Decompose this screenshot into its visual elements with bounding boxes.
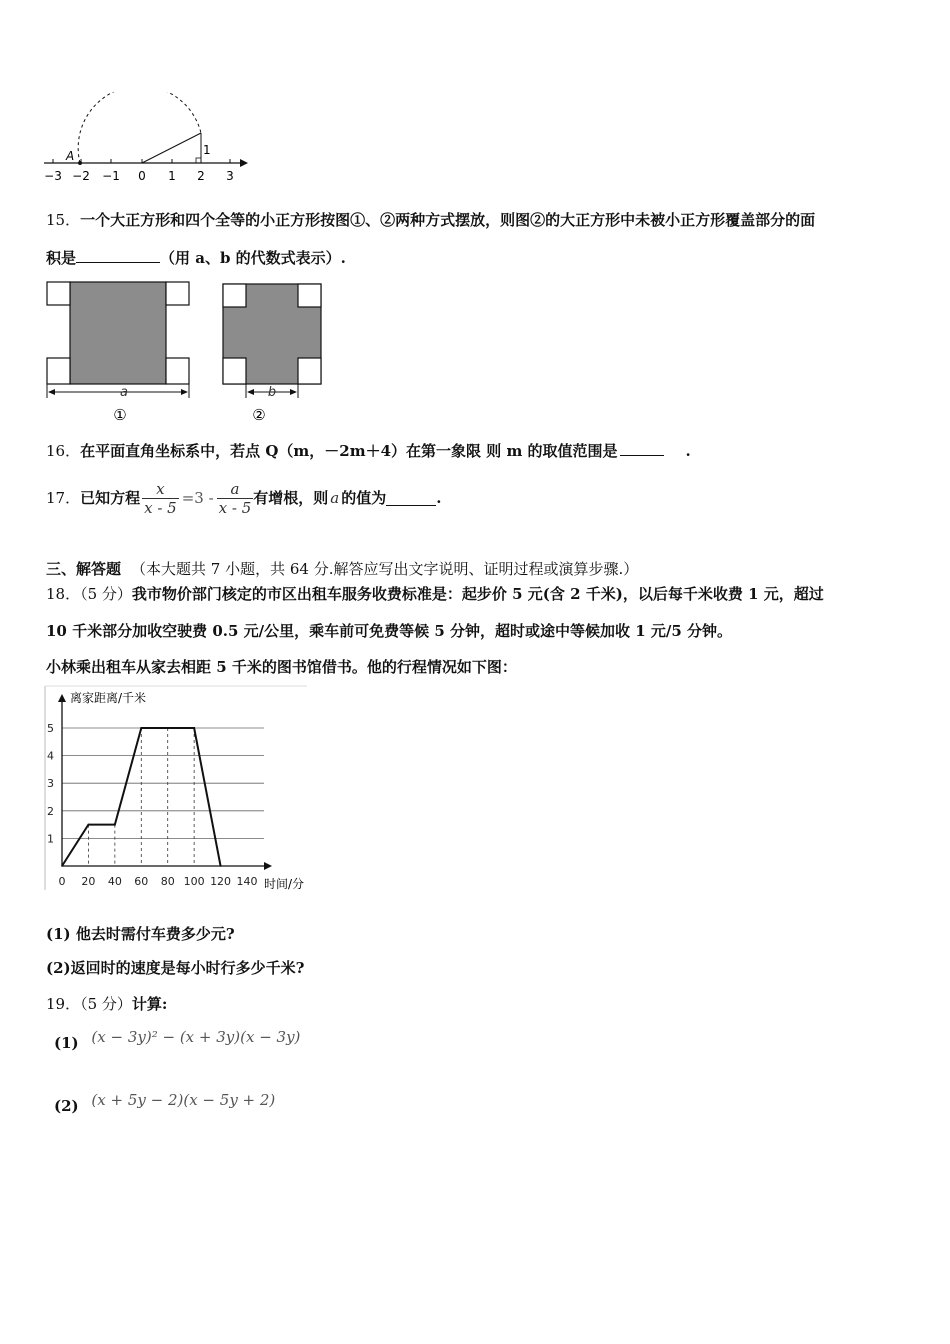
- data-point: [114, 824, 116, 826]
- fig1-caption: ①: [113, 406, 127, 424]
- fraction-1-denominator: x - 5: [144, 498, 177, 517]
- y-tick-label: 2: [47, 804, 54, 818]
- y-axis-label: 离家距离/千米: [70, 691, 147, 705]
- q17-number: 17．: [46, 489, 81, 507]
- q19-sub1: [54, 1028, 301, 1053]
- q16-text: 在平面直角坐标系中，若点 Q（m，－2m＋4）在第一象限 则 m 的取值范围是: [80, 442, 618, 460]
- data-point: [220, 865, 222, 867]
- tick-label: 3: [226, 169, 234, 183]
- q15-number: 15．: [46, 211, 81, 229]
- q19-sub1-expression: (x − 3y)² − (x + 3y)(x − 3y): [91, 1028, 301, 1046]
- tick-label: −3: [44, 169, 62, 183]
- q19-sub1-label: (1): [54, 1034, 79, 1052]
- q17-var: a: [330, 489, 340, 507]
- x-axis-arrow: [264, 862, 272, 870]
- data-point: [61, 865, 63, 867]
- q17-mid: =3 -: [181, 489, 214, 507]
- q15-line2-post: （用 a、b 的代数式表示）.: [160, 249, 346, 267]
- section3-title: 三、解答题: [46, 560, 122, 578]
- q16-number: 16．: [46, 442, 81, 460]
- fraction-2: [217, 480, 254, 517]
- figure-1: [47, 282, 189, 424]
- y-tick-label: 5: [47, 722, 54, 735]
- y-axis-arrow: [58, 694, 66, 702]
- q18-line1: [46, 584, 824, 604]
- fraction-1: [142, 480, 179, 517]
- x-tick-label: 80: [160, 875, 175, 888]
- q18-text1: 我市物价部门核定的市区出租车服务收费标准是：起步价 5 元(含 2 千米)，以后每千米收费 1 元，超过: [131, 585, 824, 603]
- q17: [46, 476, 442, 520]
- fig1-var: a: [120, 385, 128, 400]
- data-point: [140, 727, 142, 729]
- x-tick-label: 100: [183, 875, 205, 888]
- answer-blank[interactable]: [620, 441, 664, 456]
- fraction-1-numerator: x: [156, 479, 165, 498]
- tick-label: 2: [197, 169, 205, 183]
- q17-pre: 已知方程: [80, 489, 141, 507]
- q19-sub2: [54, 1091, 276, 1116]
- number-line-figure: [40, 92, 260, 184]
- figure-2: [223, 284, 321, 424]
- q16-tail: .: [685, 442, 691, 460]
- tick-label: 0: [138, 169, 146, 183]
- x-tick-label: 120: [210, 875, 232, 888]
- x-tick-label: 20: [81, 875, 96, 888]
- q19-number: 19．: [46, 995, 81, 1013]
- x-tick-label: 0: [58, 875, 66, 888]
- distance-time-chart: [42, 684, 322, 894]
- q19-sub2-label: (2): [54, 1097, 79, 1115]
- fraction-2-denominator: x - 5: [218, 498, 252, 517]
- q15-text: 一个大正方形和四个全等的小正方形按图①、②两种方式摆放，则图②的大正方形中未被小正方形覆盖部分的面: [80, 211, 816, 229]
- section3-heading: [46, 559, 638, 579]
- q18-sub2: (2)返回时的速度是每小时行多少千米?: [46, 959, 305, 977]
- q18-score: （5 分）: [80, 585, 132, 603]
- fig2-var: b: [267, 385, 277, 400]
- x-tick-label: 40: [107, 875, 122, 888]
- height-label: 1: [203, 143, 211, 157]
- tick-label: 1: [168, 169, 176, 183]
- tick-label: −1: [102, 169, 120, 183]
- y-tick-label: 4: [47, 749, 54, 763]
- answer-blank[interactable]: [76, 248, 160, 263]
- data-point: [193, 727, 195, 729]
- tick-label: −2: [72, 169, 90, 183]
- q19-sub2-expression: (x + 5y − 2)(x − 5y + 2): [91, 1091, 276, 1109]
- answer-blank[interactable]: [386, 491, 436, 506]
- q15-line1: [46, 210, 815, 230]
- q15-line2: [46, 248, 346, 268]
- q18-sub1: (1) 他去时需付车费多少元?: [46, 925, 235, 943]
- q18-line2: 10 千米部分加收空驶费 0.5 元/公里，乘车前可免费等候 5 分钟，超时或途中等候加收 1 元/5 分钟。: [46, 622, 733, 640]
- x-axis-label: 时间/分: [264, 877, 305, 891]
- q19-label: 计算:: [131, 995, 168, 1013]
- section3-note: （本大题共 7 小题，共 64 分.解答应写出文字说明、证明过程或演算步骤.）: [131, 560, 639, 578]
- fig2-caption: ②: [252, 406, 266, 424]
- x-tick-label: 60: [134, 875, 149, 888]
- q18-line3: 小林乘出租车从家去相距 5 千米的图书馆借书。他的行程情况如下图：: [46, 658, 517, 676]
- point-a: [78, 161, 82, 165]
- fraction-2-numerator: a: [230, 479, 240, 498]
- q15-line2-pre: 积是: [46, 249, 77, 267]
- x-tick-label: 140: [236, 875, 258, 888]
- q17-post1: 有增根，则: [253, 489, 329, 507]
- q19: [46, 994, 167, 1014]
- q17-tail: .: [436, 489, 442, 507]
- q15-figures: [44, 280, 330, 426]
- q17-post2: 的值为: [341, 489, 387, 507]
- y-tick-label: 1: [47, 832, 54, 846]
- q19-score: （5 分）: [80, 995, 132, 1013]
- y-tick-label: 3: [47, 777, 54, 791]
- q16: [46, 441, 691, 461]
- q18-number: 18．: [46, 585, 81, 603]
- data-point: [88, 824, 90, 826]
- point-a-label: A: [66, 149, 75, 163]
